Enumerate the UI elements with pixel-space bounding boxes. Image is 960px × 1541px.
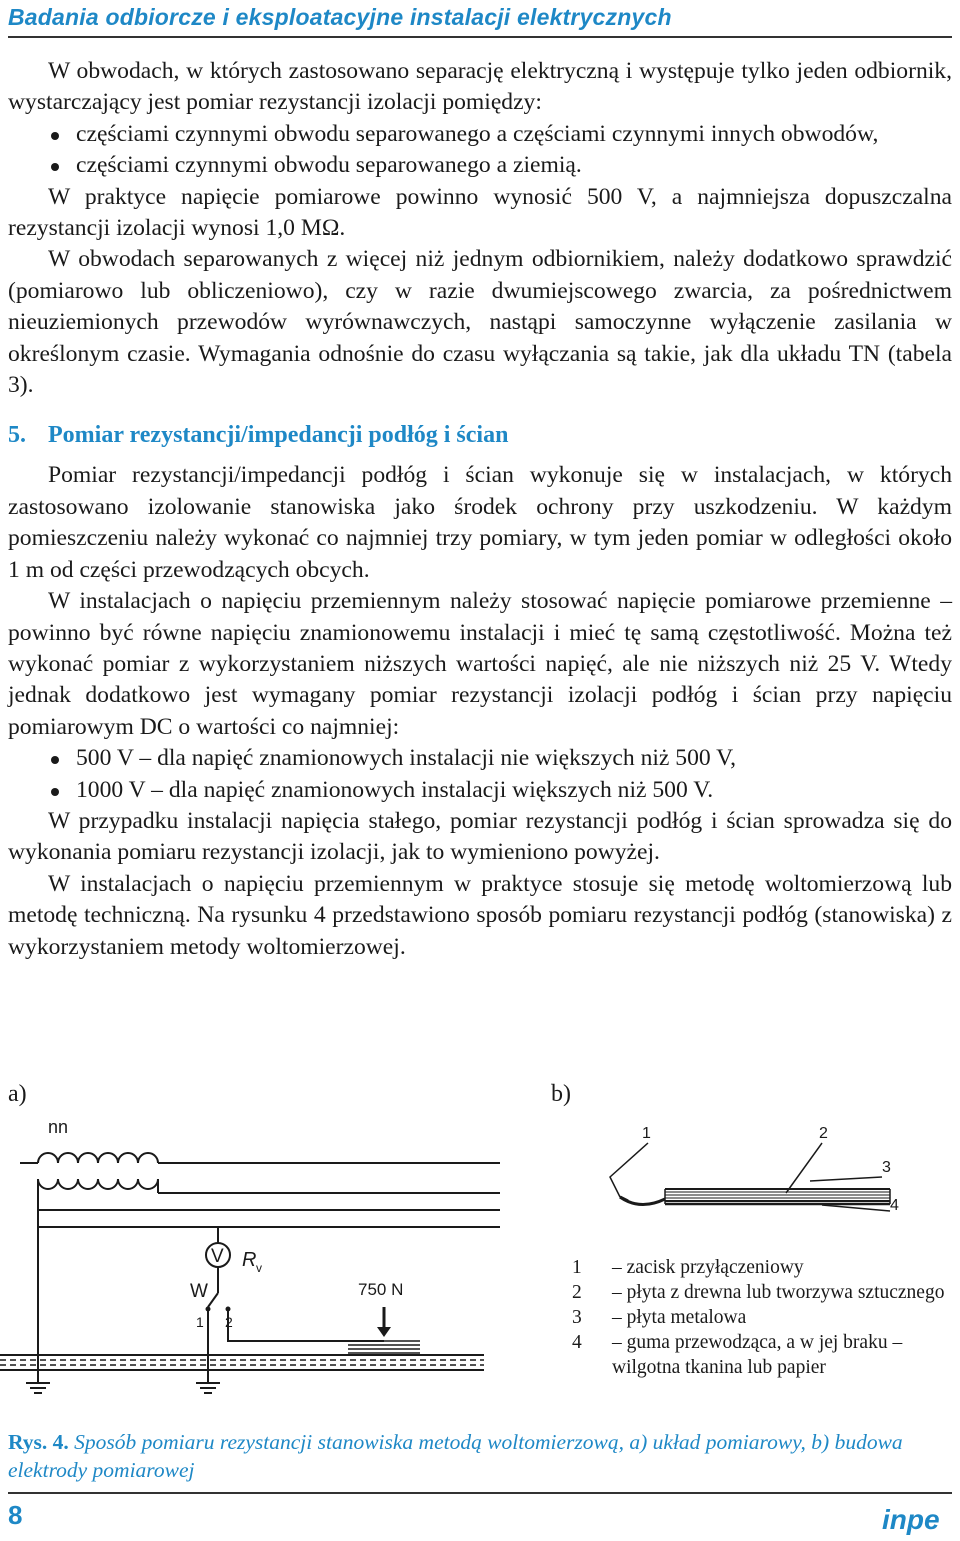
list-item: 500 V – dla napięć znamionowych instalacji nie większych niż 500 V, [8,743,952,774]
figure-caption [8,1428,952,1484]
paragraph-4: Pomiar rezystancji/impedancji podłóg i ścian wykonuje się w instalacjach, w których zastosowano izolowanie stanowiska jako środek ochrony przy uszkodzeniu. W każdym pomieszczeniu należy wykonać co najmniej trzy pomiary, w tym jeden pomiar w odległości około 1 m od części przewodzących obcych. [8,462,952,583]
legend-item: 4 – guma przewodząca, a w jej braku – wilgotna tkanina lub papier [572,1332,903,1378]
logo-text: inpe [882,1504,940,1535]
paragraph-5: W instalacjach o napięciu przemiennym należy stosować napięcie pomiarowe przemienne – powinno być równe napięciu znamionowemu instalacji i mieć tę samą częstotliwość. Można też wykonać pomiar z wykorzystaniem niższych wartości napięć, ale nie niższych niż 25 V. Wtedy jednak dodatkowo jest wymagany pomiar rezystancji izolacji podłóg i ścian przy napięciu pomiarowym DC o wartości co najmniej: [8,588,952,740]
publisher-logo [880,1502,952,1536]
list-item: częściami czynnymi obwodu separowanego a częściami czynnymi innych obwodów, [8,119,952,150]
switch-contact [208,1293,218,1307]
bullet-list-2 [8,743,952,806]
contact-1-label: 1 [196,1314,204,1330]
legend-item: 2 – płyta z drewna lub tworzywa sztucznego [572,1282,945,1303]
footer-divider [8,1492,952,1494]
article-body [8,56,952,963]
paragraph-6: W przypadku instalacji napięcia stałego, pomiar rezystancji podłóg i ścian sprowadza się do wykonania pomiaru rezystancji izolacji, jak to wymieniono powyżej. [8,807,952,866]
caption-label: Rys. 4. [8,1430,69,1454]
caption-text: Sposób pomiaru rezystancji stanowiska metodą woltomierzową, a) układ pomiarowy, b) budowa elektrody pomiarowej [8,1430,903,1482]
section-heading [8,420,952,450]
electrode-label-2: 2 [819,1125,828,1142]
resistor-label: R [242,1249,257,1271]
header-divider [8,36,952,38]
circuit-diagram [0,1075,500,1420]
label-nn: nn [48,1117,69,1137]
electrode-label-4: 4 [890,1197,899,1214]
ground-icon [196,1375,220,1393]
paragraph-2: W praktyce napięcie pomiarowe powinno wynosić 500 V, a najmniejsza dopuszczalna rezystancji izolacji wynosi 1,0 MΩ. [8,183,952,242]
page-header [8,2,952,36]
electrode-diagram [590,1105,960,1265]
measuring-electrode [348,1341,420,1353]
section-title: Pomiar rezystancji/impedancji podłóg i ścian [48,422,509,449]
ground-icon [26,1375,50,1393]
switch-label: W [190,1281,208,1302]
electrode-label-3: 3 [882,1159,891,1176]
floor [0,1355,484,1370]
running-title: Badania odbiorcze i eksploatacyjne instalacji elektrycznych [8,4,672,30]
list-item: częściami czynnymi obwodu separowanego a ziemią. [8,150,952,181]
section-number: 5. [8,422,26,449]
legend-item: 1 – zacisk przyłączeniowy [572,1257,804,1278]
electrode-layers [665,1189,890,1204]
electrode-legend [572,1255,957,1380]
electrode-label-1: 1 [642,1125,651,1142]
bullet-list-1 [8,119,952,182]
paragraph-7: W instalacjach o napięciu przemiennym w praktyce stosuje się metodę woltomierzową lub metodę techniczną. Na rysunku 4 przedstawiono sposób pomiaru rezystancji podłóg (stanowiska) z wykorzystaniem metody woltomierzowej. [8,870,952,960]
list-item: 1000 V – dla napięć znamionowych instalacji większych niż 500 V. [8,775,952,806]
paragraph-3: W obwodach separowanych z więcej niż jednym odbiornikiem, należy dodatkowo sprawdzić (pomiarowo lub obliczeniowo), czy w razie dwumiejscowego zwarcia, za pośrednictwem nieuziemionych przewodów wyrównawczych, nastąpi samoczynne wyłączenie zasilania w określonym czasie. Wymagania odnośnie do czasu wyłączania są takie, jak dla układu TN (tabela 3). [8,246,952,399]
weight-label: 750 N [358,1280,404,1299]
voltmeter-label: V [211,1246,224,1267]
figure-4 [0,1075,960,1415]
figure-label-a: a) [8,1081,27,1107]
page-number: 8 [8,1500,23,1530]
resistor-subscript: v [256,1261,262,1275]
contact-2-label: 2 [225,1314,233,1330]
paragraph-1: W obwodach, w których zastosowano separację elektryczną i występuje tylko jeden odbiornik, wystarczający jest pomiar rezystancji izolacji pomiędzy: [8,58,952,116]
legend-item: 3 – płyta metalowa [572,1307,747,1328]
figure-label-b: b) [551,1081,571,1107]
